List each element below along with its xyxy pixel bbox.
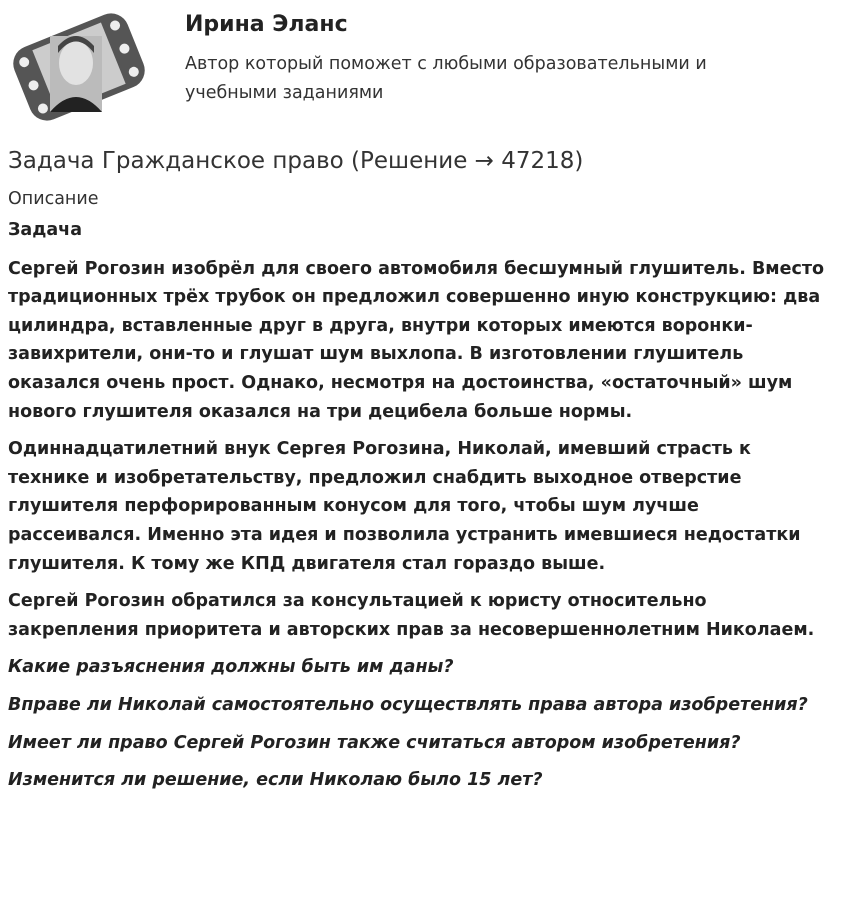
task-question: Изменится ли решение, если Николаю было 15 лет? xyxy=(8,770,543,791)
page-title: Задача Гражданское право (Решение → 47218) xyxy=(8,148,584,174)
task-content xyxy=(8,216,838,804)
task-paragraph: Сергей Рогозин изобрёл для своего автомобиля бесшумный глушитель. Вместо традиционных трёх трубок он предложил совершенно иную конструкцию: два цилиндра, вставленные друг в друга, внутри которых имеются воронки-завихрители, они-то и глушат шум выхлопа. В изготовлении глушитель оказался очень прост. Однако, несмотря на достоинства, «остаточный» шум нового глушителя оказался на три децибела больше нормы. xyxy=(8,258,825,422)
task-paragraph: Сергей Рогозин обратился за консультацией к юристу относительно закрепления приоритета и авторских прав за несовершеннолетним Николаем. xyxy=(8,591,815,640)
description-label: Описание xyxy=(8,189,99,209)
task-paragraph: Одиннадцатилетний внук Сергея Рогозина, Николай, имевший страсть к технике и изобретательству, предложил снабдить выходное отверстие глушителя перфорированным конусом для того, чтобы шум лучше рассеивался. Именно эта идея и позволила устранить имевшиеся недостатки глушителя. К тому же КПД двигателя стал гораздо выше. xyxy=(8,439,801,574)
task-heading: Задача xyxy=(8,220,83,240)
author-avatar xyxy=(8,8,150,126)
task-question: Какие разъяснения должны быть им даны? xyxy=(8,657,454,678)
task-question: Вправе ли Николай самостоятельно осуществлять права автора изобретения? xyxy=(8,694,808,715)
author-header xyxy=(0,0,847,140)
author-name[interactable]: Ирина Эланс xyxy=(185,12,348,37)
task-question: Имеет ли право Сергей Рогозин также считаться автором изобретения? xyxy=(8,732,741,753)
author-bio: Автор который поможет с любыми образовательными и учебными заданиями xyxy=(185,54,707,103)
